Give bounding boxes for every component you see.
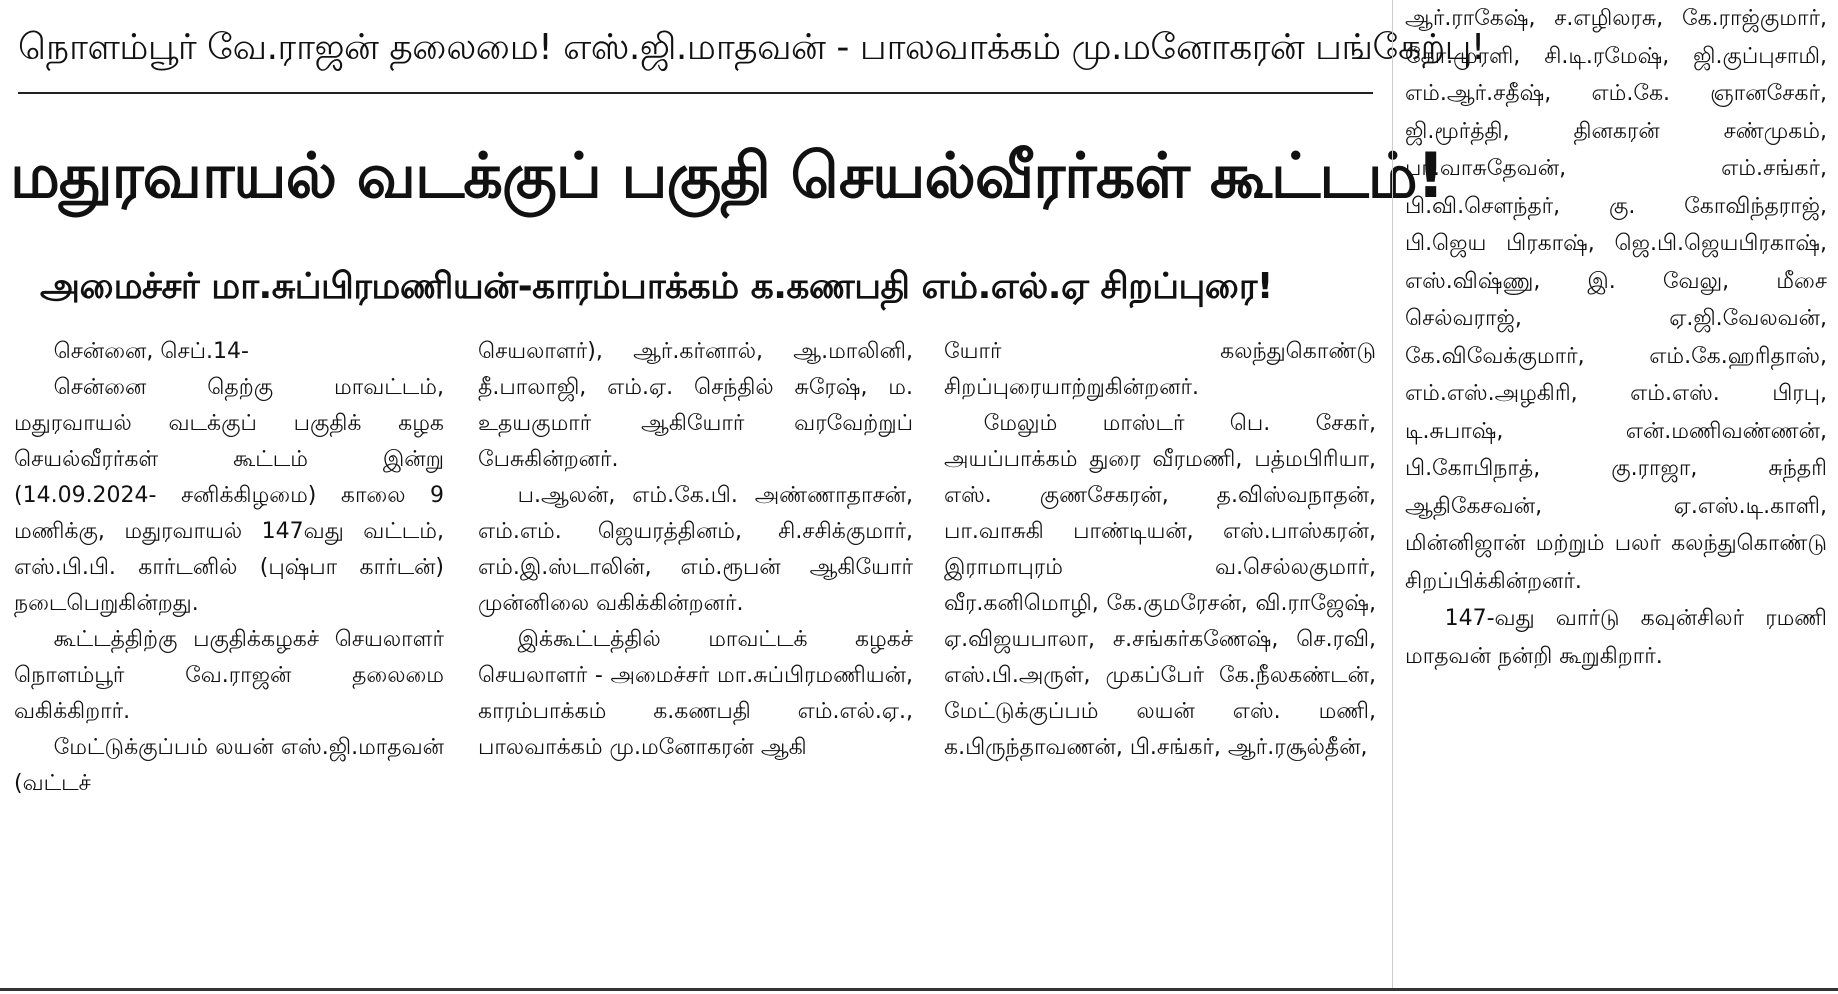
paragraph: கூட்டத்திற்கு பகுதிக்கழகச் செயலாளர் நொளம்பூர் வே.ராஜன் தலைமை வகிக்கிறார்.: [14, 627, 444, 724]
kicker-line: நொளம்பூர் வே.ராஜன் தலைமை! எஸ்.ஜி.மாதவன் - பாலவாக்கம் மு.மனோகரன் பங்கேற்பு!: [18, 27, 1485, 68]
paragraph: மேலும் மாஸ்டர் பெ. சேகர், அயப்பாக்கம் துரை வீரமணி, பத்மபிரியா, எஸ். குணசேகரன், த.விஸ்வநாதன், பா.வாசுகி பாண்டியன், எஸ்.பாஸ்கரன், இராமாபுரம் வ.செல்லகுமார், வீர.கனிமொழி, கே.குமரேசன், வி.ராஜேஷ், ஏ.விஜயபாலா, ச.சங்கர்கணேஷ், செ.ரவி, எஸ்.பி.அருள், முகப்பேர் கே.நீலகண்டன், மேட்டுக்குப்பம் லயன் எஸ். மணி, க.பிருந்தாவணன், பி.சங்கர், ஆர்.ரசூல்தீன்,: [944, 411, 1376, 760]
article-column-2: [478, 334, 913, 766]
article-column-3: [944, 334, 1376, 766]
headline-rule: [18, 92, 1373, 94]
paragraph: இக்கூட்டத்தில் மாவட்டக் கழகச் செயலாளர் - அமைச்சர் மா.சுப்பிரமணியன், காரம்பாக்கம் க.கணபதி எம்.எல்.ஏ., பாலவாக்கம் மு.மனோகரன் ஆகி: [478, 627, 913, 760]
bottom-rule: [0, 988, 1838, 991]
paragraph: ப.ஆலன், எம்.கே.பி. அண்ணாதாசன், எம்.எம். ஜெயரத்தினம், சி.சசிக்குமார், எம்.இ.ஸ்டாலின், எம்.ரூபன் ஆகியோர் முன்னிலை வகிக்கின்றனர்.: [478, 483, 913, 616]
paragraph: 147-வது வார்டு கவுன்சிலர் ரமணி மாதவன் நன்றி கூறுகிறார்.: [1405, 606, 1827, 669]
article-column-4: [1405, 0, 1827, 675]
paragraph: சென்னை தெற்கு மாவட்டம், மதுரவாயல் வடக்குப் பகுதிக் கழக செயல்வீரர்கள் கூட்டம் இன்று (14.09.2024- சனிக்கிழமை) காலை 9 மணிக்கு, மதுரவாயல் 147வது வட்டம், எஸ்.பி.பி. கார்டனில் (புஷ்பா கார்டன்) நடைபெறுகின்றது.: [14, 375, 444, 616]
dateline: சென்னை, செப்.14-: [53, 339, 249, 364]
paragraph: ஆர்.ராகேஷ், ச.எழிலரசு, கே.ராஜ்குமார், கோ.முரளி, சி.டி.ரமேஷ், ஜி.குப்புசாமி, எம்.ஆர்.சதீஷ், எம்.கே. ஞானசேகர், ஜி.மூர்த்தி, தினகரன் சண்முகம், பா.வாசுதேவன், எம்.சங்கர், பி.வி.சௌந்தர், கு. கோவிந்தராஜ், பி.ஜெய பிரகாஷ், ஜெ.பி.ஜெயபிரகாஷ், எஸ்.விஷ்ணு, இ. வேலு, மீசை செல்வராஜ், ஏ.ஜி.வேலவன், கே.விவேக்குமார், எம்.கே.ஹரிதாஸ், எம்.எஸ்.அழகிரி, எம்.எஸ். பிரபு, டி.சுபாஷ், என்.மணிவண்ணன், பி.கோபிநாத், கு.ராஜா, சுந்தரி ஆதிகேசவன், ஏ.எஸ்.டி.காளி, மின்னிஜான் மற்றும் பலர் கலந்துகொண்டு சிறப்பிக்கின்றனர்.: [1405, 6, 1827, 594]
article-column-1: [14, 334, 444, 802]
headline: மதுரவாயல் வடக்குப் பகுதி செயல்வீரர்கள் கூட்டம்!: [10, 139, 1444, 212]
paragraph: யோர் கலந்துகொண்டு சிறப்புரையாற்றுகின்றனர்.: [944, 339, 1376, 400]
subheadline: அமைச்சர் மா.சுப்பிரமணியன்-காரம்பாக்கம் க.கணபதி எம்.எல்.ஏ சிறப்புரை!: [40, 266, 1273, 307]
paragraph: மேட்டுக்குப்பம் லயன் எஸ்.ஜி.மாதவன் (வட்டச்: [14, 735, 444, 796]
paragraph: செயலாளர்), ஆர்.கர்னால், ஆ.மாலினி, தீ.பாலாஜி, எம்.ஏ. செந்தில் சுரேஷ், ம. உதயகுமார் ஆகியோர் வரவேற்றுப் பேசுகின்றனர்.: [478, 339, 913, 472]
column-divider: [1392, 0, 1393, 988]
